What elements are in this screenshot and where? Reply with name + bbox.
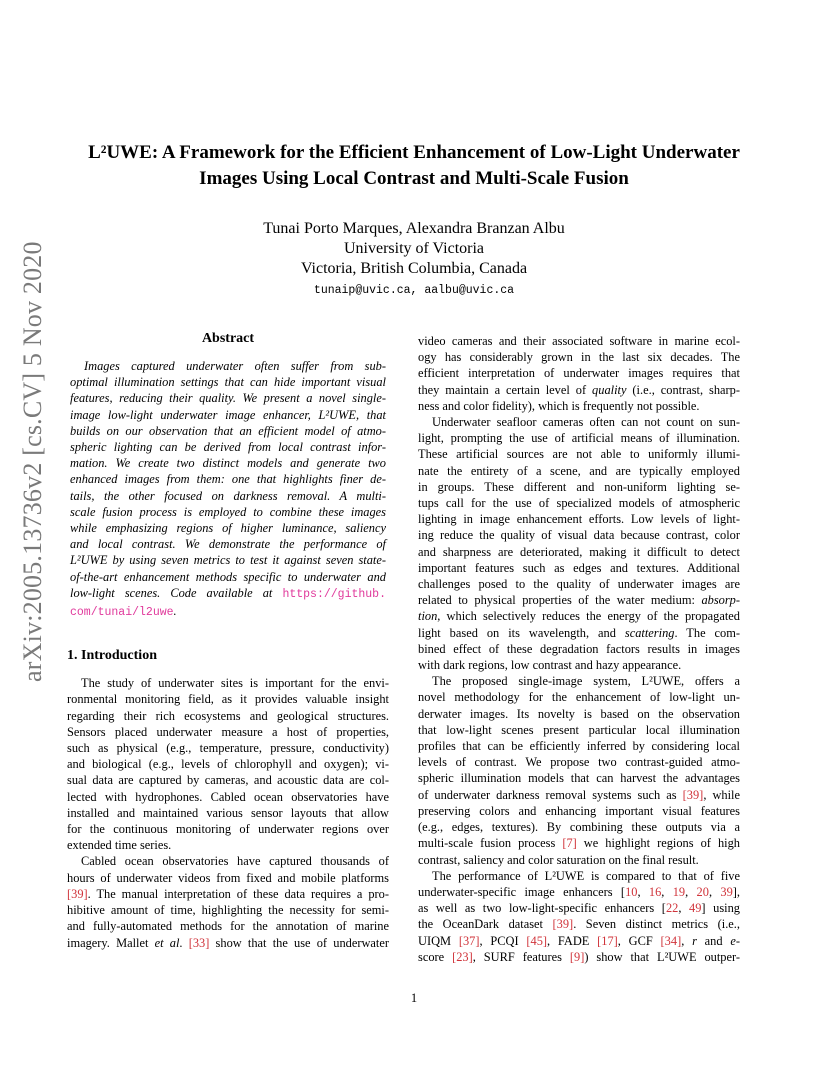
text: related to physical properties of the water medium: [418, 593, 702, 608]
text: ], [732, 884, 740, 899]
text: we highlight regions of high [576, 836, 740, 851]
text: , while [703, 787, 740, 802]
right-column [418, 333, 740, 965]
text-line: tups call for the use of specialized models of atmospheric [418, 496, 740, 511]
text: . The com- [674, 625, 740, 640]
text-line: challenges posed to the quality of underwater images are [418, 577, 740, 592]
citation-link[interactable]: 16 [648, 884, 662, 899]
abstract-line [70, 603, 386, 621]
text-line: with dark regions, low contrast and hazy appearance. [418, 658, 682, 673]
intro-paragraph-2-continued [418, 333, 740, 414]
code-link[interactable]: https://github. [282, 587, 386, 601]
text-line: profiles that can be efficiently inferred by considering local [418, 739, 740, 754]
text-line [418, 933, 740, 949]
citation-link[interactable]: 20 [696, 884, 709, 899]
abstract-text: . [173, 604, 177, 619]
text: , GCF [617, 933, 661, 948]
title-line: Images Using Local Contrast and Multi-Scale Fusion [199, 168, 629, 189]
abstract-line: builds on our observation that an efficient model of atmo- [70, 423, 386, 438]
text-line: hibitive amount of time, highlighting the necessity for semi- [67, 903, 389, 918]
text-line: lected with hydrophones. Cabled ocean observatories have [67, 789, 389, 804]
arxiv-identifier: arXiv:2005.13736v2 [cs.CV] 5 Nov 2020 [18, 241, 47, 682]
text: absorp- [701, 593, 740, 608]
abstract-text: low-light scenes. Code available at [70, 585, 273, 600]
text: quality [592, 382, 627, 397]
text-line: extended time series. [67, 838, 172, 853]
text: the OceanDark dataset [418, 917, 553, 932]
text-line: installed and maintained various sensor layouts that allow [67, 805, 389, 820]
citation-link[interactable]: [45] [526, 933, 548, 948]
text-line: video cameras and their associated software in marine ecol- [418, 334, 740, 348]
text: . The manual interpretation of these data requires a pro- [87, 886, 389, 901]
text-line: spheric illumination models that can harvest the advantages [418, 771, 740, 786]
text-line: Cabled ocean observatories have captured thousands of [81, 854, 389, 869]
intro-paragraph-2 [67, 853, 389, 950]
author-block [150, 219, 678, 301]
text-line [418, 608, 740, 624]
abstract-line: spheric lighting can be derived from local contrast infor- [70, 440, 386, 455]
text: (i.e., contrast, sharp- [626, 382, 740, 397]
text-line [418, 592, 740, 608]
text-line: and biological (e.g., levels of chlorophyll and oxygen); vi- [67, 757, 389, 772]
abstract-line: L²UWE by using seven metrics to test it against seven state- [70, 553, 386, 568]
abstract-line: features, reducing their quality. We present a novel single- [70, 391, 386, 406]
text-line: nate the entirety of a scene, and are typically employed [418, 463, 740, 478]
text-line: for the continuous monitoring of underwater regions over [67, 822, 389, 837]
text: multi-scale fusion process [418, 836, 563, 851]
citation-link[interactable]: 39 [720, 884, 733, 899]
text-line: ing reduce the quality of visual data because contrast, color [418, 528, 740, 543]
text: score [418, 949, 453, 964]
text: et al [154, 935, 180, 950]
citation-link[interactable]: [37] [458, 933, 480, 948]
text-line [418, 787, 740, 803]
text-line: and fully-automated methods for the annotation of marine [67, 919, 389, 934]
text: r [692, 933, 697, 948]
text-line [418, 382, 740, 398]
text-line: important features such as edges and textures. Additional [418, 560, 740, 575]
text: tion [418, 609, 438, 624]
text: , which selectively reduces the energy of the propagated [437, 609, 740, 624]
text-line [418, 835, 740, 851]
text-line: preserving colors and enhancing important visual features [418, 803, 740, 818]
text: e [730, 933, 736, 948]
paper-title [40, 140, 788, 192]
text-line: lighting in image enhancement efforts. Low levels of light- [418, 512, 740, 527]
text-line [418, 949, 740, 965]
citation-link[interactable]: 19 [672, 884, 686, 899]
text: UIQM [418, 933, 459, 948]
text-line: contrast, saliency and color saturation on the final result. [418, 852, 699, 867]
intro-paragraph-5 [418, 868, 740, 965]
text: imagery. Mallet [67, 935, 155, 950]
title-line: L²UWE: A Framework for the Efficient Enhancement of Low-Light Underwater [88, 142, 740, 163]
abstract-line: and local contrast. We demonstrate the performance of [70, 537, 386, 552]
author-names: Tunai Porto Marques, Alexandra Branzan Albu [263, 220, 565, 237]
left-column [67, 330, 389, 951]
abstract-line: enhanced images from them: one that highlights finer de- [70, 472, 386, 487]
text-line: underwater-specific image enhancers [10, 16, 19, 20, 39], [418, 884, 740, 899]
citation-link[interactable]: [33] [188, 935, 210, 950]
abstract-line: scale fusion process is employed to combine these images [70, 504, 386, 519]
citation-link[interactable]: 22 [665, 901, 679, 916]
text-line: sual data are captured by cameras, and acoustic data are col- [67, 773, 389, 788]
text-line [67, 886, 389, 902]
text: , SURF features [472, 949, 570, 964]
text-line: as well as two low-light-specific enhancers [22, 49] using [418, 901, 741, 916]
text: light based on its wavelength, and [418, 625, 625, 640]
text-line: in groups. These different and non-uniform lighting se- [418, 479, 740, 494]
author-emails: tunaip@uvic.ca, aalbu@uvic.ca [313, 284, 515, 297]
text-line: These artificial sources are not able to uniformly illumi- [418, 447, 740, 462]
text-line: (e.g., edges, textures). By combining these outputs via a [418, 820, 740, 835]
text-line [418, 625, 740, 641]
citation-link[interactable]: [9] [569, 949, 585, 964]
text-line: regarding their rich ecosystems and geological structures. [67, 708, 389, 723]
code-link[interactable]: com/tunai/l2uwe [70, 606, 174, 620]
text-line: such as physical (e.g., temperature, pressure, conductivity) [67, 741, 389, 756]
section-heading-introduction: 1. Introduction [67, 648, 157, 664]
text-line: levels of contrast. We propose two contrast-guided atmo- [418, 755, 740, 770]
abstract-line: of-the-art enhancement methods specific to underwater and [70, 569, 386, 584]
text: ) show that L²UWE outper- [584, 949, 740, 964]
abstract-line: optimal illumination settings that can hide important visual [70, 375, 386, 390]
text-line: that low-light scenes present particular local illumination [418, 722, 740, 737]
citation-link[interactable]: [39] [682, 787, 704, 802]
text: . Seven distinct metrics (i.e., [573, 917, 740, 932]
intro-paragraph-1 [67, 675, 389, 853]
text: of underwater darkness removal systems such as [418, 787, 683, 802]
abstract-heading: Abstract [201, 331, 255, 346]
text-line: The performance of L²UWE is compared to that of five [432, 868, 740, 883]
citation-link[interactable]: [7] [562, 836, 577, 851]
text-line: and sharpness are deteriorated, making it difficult to detect [418, 544, 740, 559]
abstract-line: tails, the other focused on darkness removal. A multi- [70, 488, 386, 503]
text: - [735, 933, 740, 948]
text: . [179, 935, 189, 950]
text-line: novel methodology for the enhancement of low-light un- [418, 690, 740, 705]
text: as well as two low-light-specific enhancers [ [418, 901, 666, 916]
text: ] using [701, 901, 741, 916]
text-line: ogy has considerably grown in the last six decades. The [418, 350, 740, 365]
text-line: The proposed single-image system, L²UWE, offers a [432, 674, 740, 689]
citation-link[interactable]: [23] [452, 949, 473, 964]
author-location: Victoria, British Columbia, Canada [300, 260, 528, 277]
text-line [67, 935, 389, 951]
text-line: ronmental monitoring field, as it provides valuable insight [67, 692, 389, 707]
text: scattering [624, 625, 675, 640]
text-line: Underwater seafloor cameras often can not count on sun- [432, 415, 740, 430]
text: underwater-specific image enhancers [ [418, 884, 626, 899]
citation-link[interactable]: 49 [689, 901, 702, 916]
abstract-line: Images captured underwater often suffer from sub- [84, 359, 386, 373]
abstract-line [70, 585, 386, 603]
text-line: ness and color fidelity), which is frequently not possible. [418, 398, 700, 413]
text-line: bined effect of these degradation factors results in images [418, 641, 740, 656]
text-line: The study of underwater sites is important for the envi- [81, 676, 389, 691]
text: , FADE [547, 933, 598, 948]
abstract-body [67, 358, 389, 621]
page-number: 1 [410, 991, 418, 1005]
abstract-line: image low-light underwater image enhancer, L²UWE, that [70, 407, 386, 422]
intro-paragraph-3 [418, 414, 740, 673]
text-line: Sensors placed underwater measure a host of properties, [67, 724, 389, 739]
citation-link[interactable]: [17] [597, 933, 618, 948]
text-line: light, prompting the use of artificial means of illumination. [418, 431, 740, 446]
citation-link[interactable]: [39] [67, 886, 88, 901]
text: , [681, 933, 693, 948]
citation-link[interactable]: 10 [625, 884, 638, 899]
citation-link[interactable]: [34] [660, 933, 682, 948]
text-line: hours of underwater videos from fixed and mobile platforms [67, 870, 389, 885]
abstract-line: mation. We create two distinct models and generate two [70, 456, 386, 471]
text: show that the use of underwater [209, 935, 389, 950]
text-line [418, 916, 740, 932]
citation-link[interactable]: [39] [552, 917, 574, 932]
intro-paragraph-4 [418, 673, 740, 867]
text-line: efficient interpretation of underwater images requires that [418, 366, 740, 381]
text: they maintain a certain level of [418, 382, 593, 397]
text: and [696, 933, 731, 948]
author-affiliation: University of Victoria [343, 240, 485, 257]
abstract-line: while emphasizing regions of higher luminance, saliency [70, 521, 386, 536]
text: , PCQI [479, 933, 527, 948]
text-line: derwater images. Its novelty is based on the observation [418, 706, 740, 721]
